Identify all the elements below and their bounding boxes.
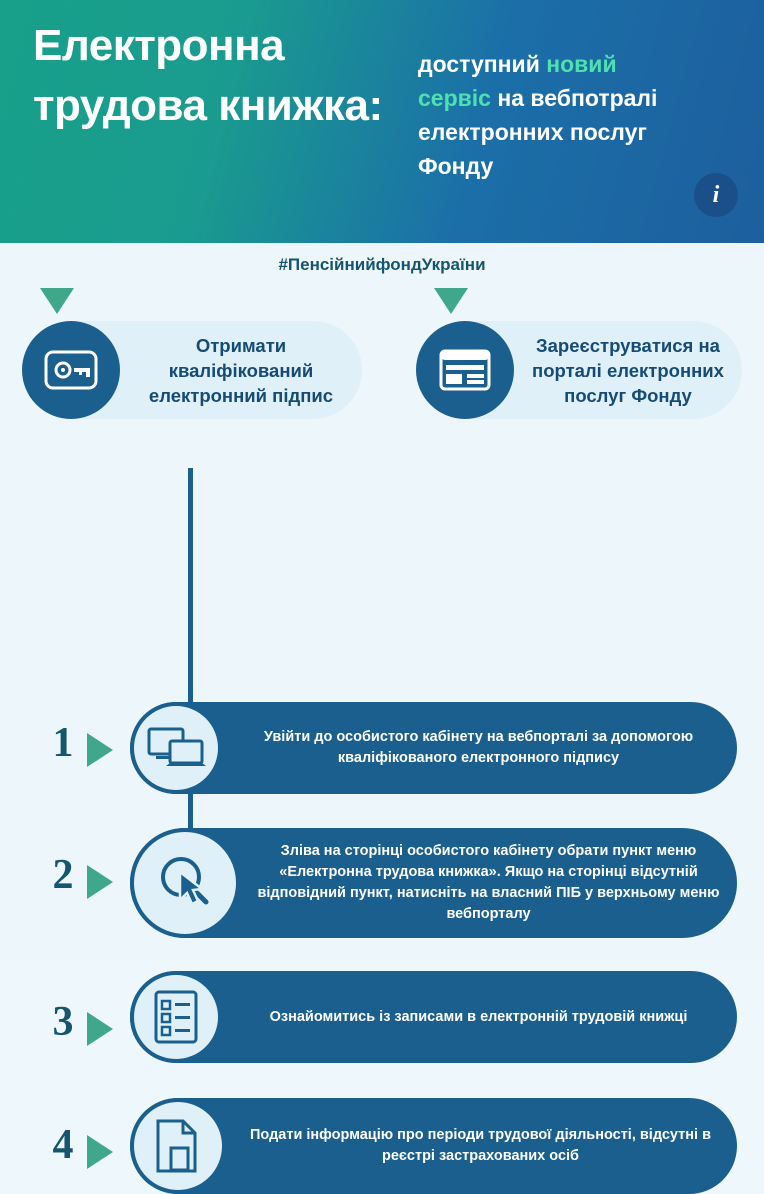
checklist-icon	[130, 971, 222, 1063]
step-bar	[130, 702, 737, 794]
step-text: Ознайомитись із записами в електронній трудовій книжці	[269, 1008, 688, 1025]
hashtag-label: #ПенсійнийфондУкраїни	[278, 255, 486, 274]
header-banner	[0, 0, 764, 243]
id-card-icon	[22, 321, 120, 419]
page-title: Електронна трудова книжка:	[33, 21, 383, 130]
header-subtitle	[418, 47, 718, 183]
prerequisite-card-kep	[22, 321, 362, 419]
triangle-down-icon	[40, 288, 74, 314]
subtitle-accent-1: новий	[546, 51, 617, 77]
subtitle-part-4: Фонду	[418, 153, 494, 179]
step-bar	[130, 971, 737, 1063]
step-text: Подати інформацію про періоди трудової діяльності, відсутні в реєстрі застрахованих осіб	[250, 1127, 711, 1164]
step-bar	[130, 828, 737, 938]
arrow-right-icon	[87, 865, 113, 899]
arrow-right-icon	[87, 1135, 113, 1169]
step-number: 2	[52, 852, 74, 898]
browser-window-icon	[416, 321, 514, 419]
subtitle-part-2: на вебпотралі	[490, 85, 658, 111]
prerequisite-label: Зареєструватися на порталі електронних послуг Фонду	[532, 334, 724, 406]
step-number: 4	[52, 1122, 74, 1168]
step-number: 3	[52, 999, 74, 1045]
step-bar	[130, 1098, 737, 1194]
subtitle-part-1: доступний	[418, 51, 547, 77]
prerequisite-label: Отримати кваліфікований електронний підпис	[148, 334, 334, 406]
cursor-click-icon	[130, 828, 240, 938]
devices-icon	[130, 702, 222, 794]
subtitle-part-3: електронних послуг	[418, 119, 647, 145]
step-number: 1	[52, 720, 74, 766]
step-text: Зліва на сторінці особистого кабінету обрати пункт меню «Електронна трудова книжка». Якщо на сторінці відсутній відповідний пункт, натисніть на власний ПІБ у верхньому меню вебпорталу	[257, 843, 720, 922]
documents-icon	[130, 1098, 226, 1194]
arrow-right-icon	[87, 1012, 113, 1046]
vertical-connector	[188, 468, 193, 888]
prerequisite-card-registration	[416, 321, 742, 419]
info-icon[interactable]: i	[694, 173, 738, 217]
triangle-down-icon	[434, 288, 468, 314]
step-text: Увійти до особистого кабінету на вебпорталі за допомогою кваліфікованого електронного підпису	[263, 729, 694, 766]
subtitle-accent-2: сервіс	[418, 85, 491, 111]
arrow-right-icon	[87, 733, 113, 767]
